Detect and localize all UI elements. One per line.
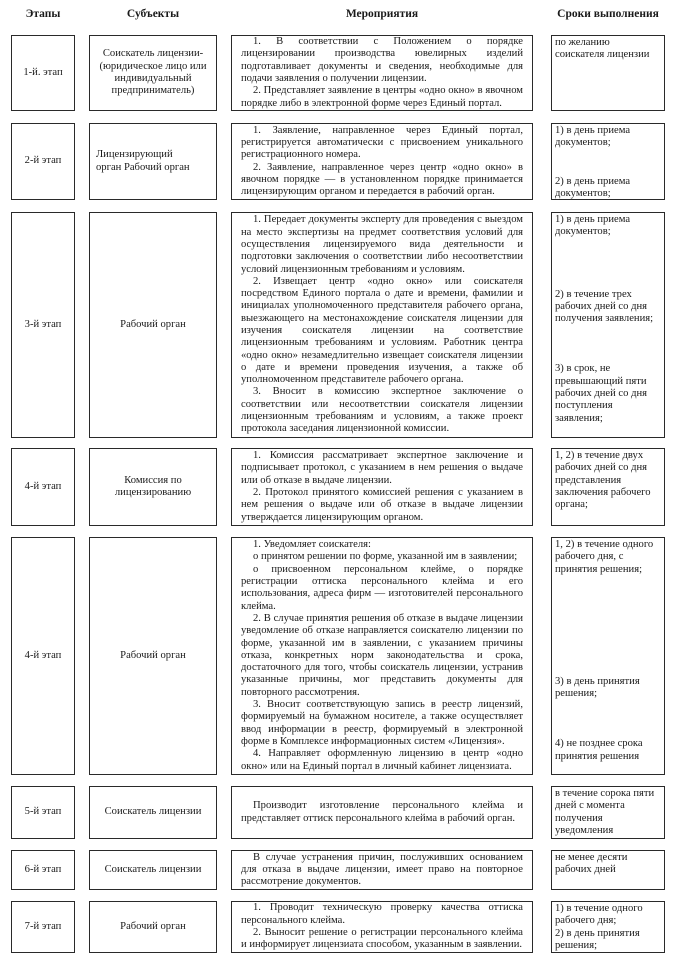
activities-cell [231,537,533,775]
activity-text: о принятом решении по форме, указанной им в заявлении; [253,551,518,563]
subject-cell [89,35,217,111]
spacer [555,576,661,676]
activity-text: Производит изготовление персонального клейма и представляет оттиск персонального клейма в рабочий орган. [241,800,523,824]
deadline-text: 1, 2) в течение двух рабочих дней со дня представления заключения рабочего органа; [555,450,651,511]
stage-label: 7-й этап [24,920,62,932]
deadline-cell [551,850,665,890]
spacer [555,239,661,289]
subject-label: Соискатель лицензии [104,863,202,875]
deadline-cell [551,901,665,953]
subject-label: Лицензирующий орган Рабочий орган [96,149,190,173]
deadline-cell [551,537,665,775]
activity-text: 2. В случае принятия решения об отказе в выдаче лицензии уведомление об отказе направляется соискателю лицензии по форме, указанной им в заявлении, с указанием причины отказа, конкретных норм законодательства и срока, достаточного для того, чтобы соискатель лицензии, устранив указанные причины, мог представить документы для повторного рассмотрения. [241,612,523,698]
activity-text: 1. Уведомляет соискателя: [253,539,371,551]
stage-cell [11,850,75,890]
stage-label: 6-й этап [24,863,62,875]
activities-cell [231,901,533,953]
activity-text: 1. Заявление, направленное через Единый портал, регистрируется автоматически с присвоением уникального регистрационного номера. [241,124,523,161]
header-activities: Мероприятия [345,8,419,20]
header-subject: Субъекты [126,8,180,20]
subject-label: Соискатель лицензии-(юридическое лицо или индивидуальный предприниматель) [99,48,207,97]
spacer [555,325,661,363]
activity-text: 1. Проводит техническую проверку качества оттиска персонального клейма. [241,902,523,926]
spacer [555,150,661,176]
stage-label: 2-й этап [24,155,62,167]
deadline-text: по желанию соискателя лицензии [555,37,650,61]
deadline-text: 3) в день принятия решения; [555,675,640,700]
activity-text: 2. Представляет заявление в центры «одно окно» в явочном порядке либо в электронной форме через Единый портал. [241,85,523,109]
subject-cell [89,786,217,839]
deadline-text: в течение сорока пяти дней с момента получения уведомления [555,788,655,836]
activity-text: 1. Передает документы эксперту для проведения с выездом на место экспертизы на предмет соответствия условий для осуществления лицензируемого вида деятельности и подготовки заключения о соответствии либо несоответствии условий лицензионным требованиям и условиям. [241,214,523,275]
subject-label: Соискатель лицензии [104,806,202,818]
subject-label: Рабочий орган [120,649,186,661]
deadline-text: 1, 2) в течение одного рабочего дня, с принятия решения; [555,539,654,575]
activities-cell [231,448,533,526]
stage-cell [11,786,75,839]
stage-cell [11,212,75,438]
stage-cell [11,901,75,953]
activity-text: 4. Направляет оформленную лицензию в центр «одно окно» или на Единый портал в личный кабинет лицензиата. [241,748,523,772]
deadline-text: 3) в срок, не превышающий пяти рабочих дней со дня поступления заявления; [555,363,648,424]
deadline-text: 2) в день принятия решения; [555,927,640,951]
activities-cell [231,786,533,839]
subject-cell [89,850,217,890]
deadline-text: не менее десяти рабочих дней [555,852,628,876]
activity-text: 2. Выносит решение о регистрации персонального клейма и информирует лицензиата способом, указанным в заявлении. [241,927,523,951]
stage-cell [11,448,75,526]
activity-text: 2. Извещает центр «одно окно» или соискателя посредством Единого портала о дате и времени, фамилии и инициалах уполномоченного представителя рабочего органа, выезжающего на местонахождение соискателя лицензии для изучения соискателя лицензии на соответствие лицензионным требованиям и условиям. Работник центра «одно окно» незамедлительно извещает соискателя лицензии о дате и времени проведения изучения, а также об уполномоченном представителе рабочего органа. [241,275,523,386]
activities-cell [231,850,533,890]
spacer [555,700,661,738]
activity-text: 2. Заявление, направленное через центр «одно окно» в явочном порядке — в установленном порядке принимается лицензирующим органом и передается в рабочий орган. [241,161,523,198]
activities-cell [231,35,533,111]
deadline-text: 4) не позднее срока принятия решения [555,738,643,762]
subject-cell [89,212,217,438]
deadline-text: 1) в день приема документов; [555,214,631,238]
stage-label: 1-й. этап [23,66,63,78]
stage-cell [11,123,75,200]
stage-cell [11,35,75,111]
activity-text: 2. Протокол принятого комиссией решения с указанием в нем решения о выдаче или об отказе в выдаче лицензии утверждается лицензирующим органом. [241,487,523,523]
subject-cell [89,537,217,775]
deadline-text: 1) в течение одного рабочего дня; [555,903,643,927]
activity-text: 3. Вносит в комиссию экспертное заключение о соответствии или несоответствии соискателя лицензии лицензионным требованиям и условиям, а также проект протокола заседания лицензионной комиссии. [241,386,523,435]
stage-label: 3-й этап [24,318,62,330]
stage-label: 5-й этап [24,806,62,818]
deadline-cell [551,35,665,111]
deadline-cell [551,212,665,438]
activity-text: В случае устранения причин, послуживших основанием для отказа в выдаче лицензии, имеет право на повторное рассмотрение документов. [241,851,523,888]
subject-cell [89,123,217,200]
subject-label: Рабочий орган [120,920,186,932]
activity-text: 1. В соответствии с Положением о порядке лицензировании производства ювелирных изделий подготавливает документы и сведения, необходимые для подачи заявления о получении лицензии. [241,36,523,84]
subject-label: Рабочий орган [120,318,186,330]
header-deadlines: Сроки выполнения [557,8,659,20]
stage-label: 4-й этап [24,480,62,492]
deadline-text: 2) в день приема документов; [555,175,631,199]
activity-text: 3. Вносит соответствующую запись в реестр лицензий, формируемый на бумажном носителе, а также осуществляет ввод информации в реестр, формируемый в электронной форме в Комплексе информационных систем «Лицензия». [241,699,523,747]
activities-cell [231,123,533,200]
stage-cell [11,537,75,775]
deadline-cell [551,123,665,200]
deadline-text: 1) в день приема документов; [555,125,631,149]
header-stage: Этапы [25,8,61,20]
subject-cell [89,448,217,526]
activity-text: о присвоенном персональном клейме, о порядке регистрации оттиска персонального клейма и его использования, адреса фирм — изготовителей персонального клейма. [241,563,523,612]
activities-cell [231,212,533,438]
activity-text: 1. Комиссия рассматривает экспертное заключение и подписывает протокол, с указанием в нем решения о выдаче или об отказе в выдаче лицензии. [241,450,523,486]
deadline-cell [551,786,665,839]
subject-label: Комиссия по лицензированию [114,474,192,498]
deadline-text: 2) в течение трех рабочих дней со дня получения заявления; [555,288,654,325]
subject-cell [89,901,217,953]
stage-label: 4-й этап [24,649,62,661]
deadline-cell [551,448,665,526]
